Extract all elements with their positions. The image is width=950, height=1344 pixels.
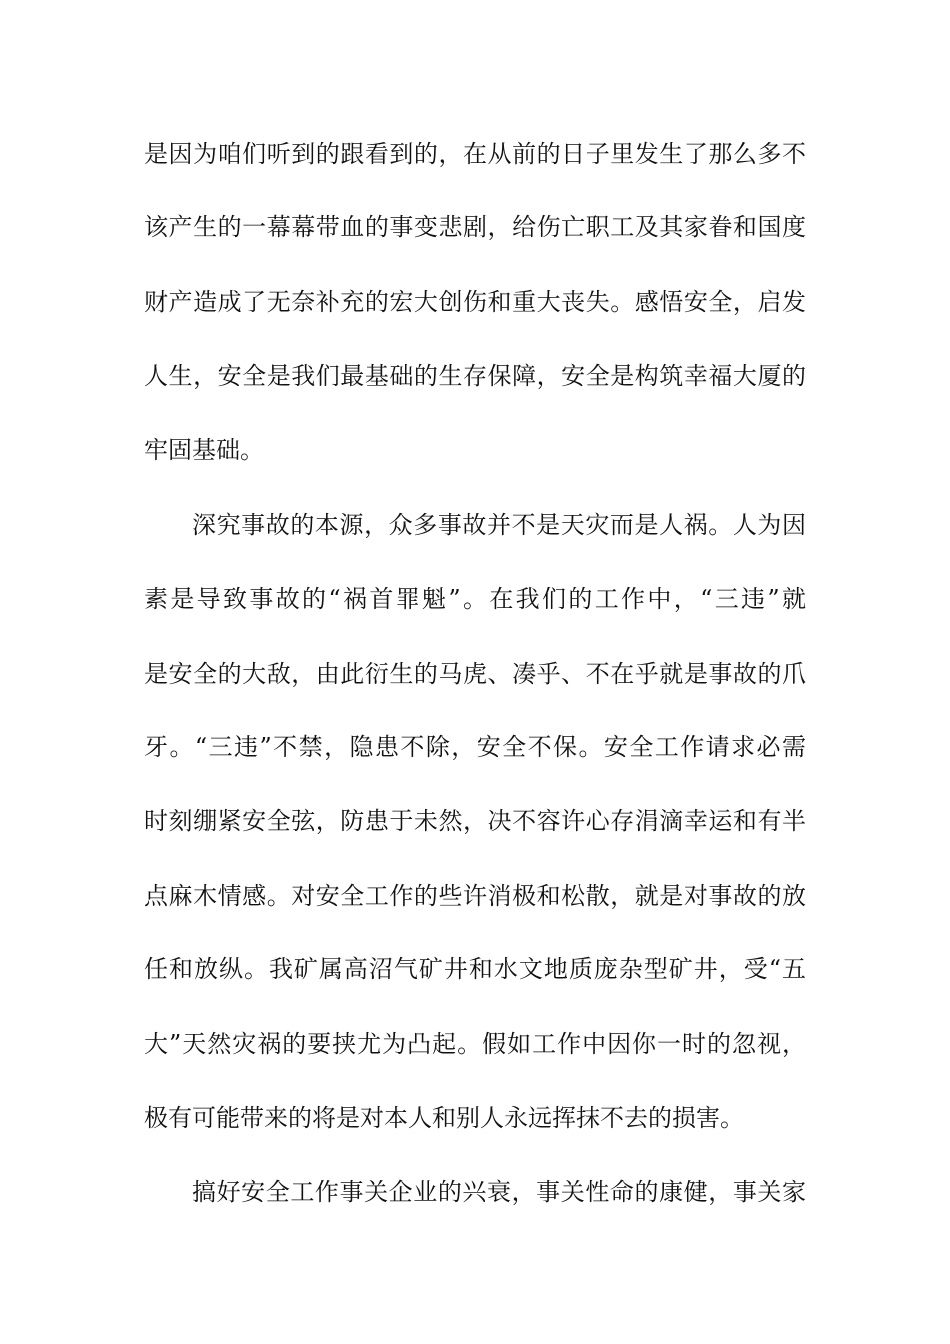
paragraph-first-line: 深究事故的本源，众多事故并不是天灾而是人祸。人为因 [192, 511, 806, 539]
text-line: 人生，安全是我们最基础的生存保障，安全是构筑幸福大厦的 [144, 362, 806, 390]
text-line: 财产造成了无奈补充的宏大创伤和重大丧失。感悟安全，启发 [144, 288, 806, 316]
paragraph-first-line: 搞好安全工作事关企业的兴衰，事关性命的康健，事关家 [192, 1178, 806, 1206]
text-line: 时刻绷紧安全弦，防患于未然，决不容许心存涓滴幸运和有半 [144, 807, 806, 835]
text-line: 任和放纵。我矿属高沼气矿井和水文地质庞杂型矿井，受“五 [144, 955, 806, 983]
text-line: 牢固基础。 [144, 436, 264, 464]
text-line: 大”天然灾祸的要挟尤为凸起。假如工作中因你一时的忽视， [144, 1030, 806, 1058]
text-line: 点麻木情感。对安全工作的些许消极和松散，就是对事故的放 [144, 882, 806, 910]
text-line: 牙。“三违”不禁，隐患不除，安全不保。安全工作请求必需 [144, 733, 806, 761]
text-line: 极有可能带来的将是对本人和别人永远挥抹不去的损害。 [144, 1104, 744, 1132]
text-line: 是因为咱们听到的跟看到的，在从前的日子里发生了那么多不 [144, 140, 806, 168]
text-line: 该产生的一幕幕带血的事变悲剧，给伤亡职工及其家眷和国度 [144, 213, 806, 241]
text-line: 素是导致事故的“祸首罪魁”。在我们的工作中，“三违”就 [144, 585, 806, 613]
text-line: 是安全的大敌，由此衍生的马虎、凑乎、不在乎就是事故的爪 [144, 660, 806, 688]
